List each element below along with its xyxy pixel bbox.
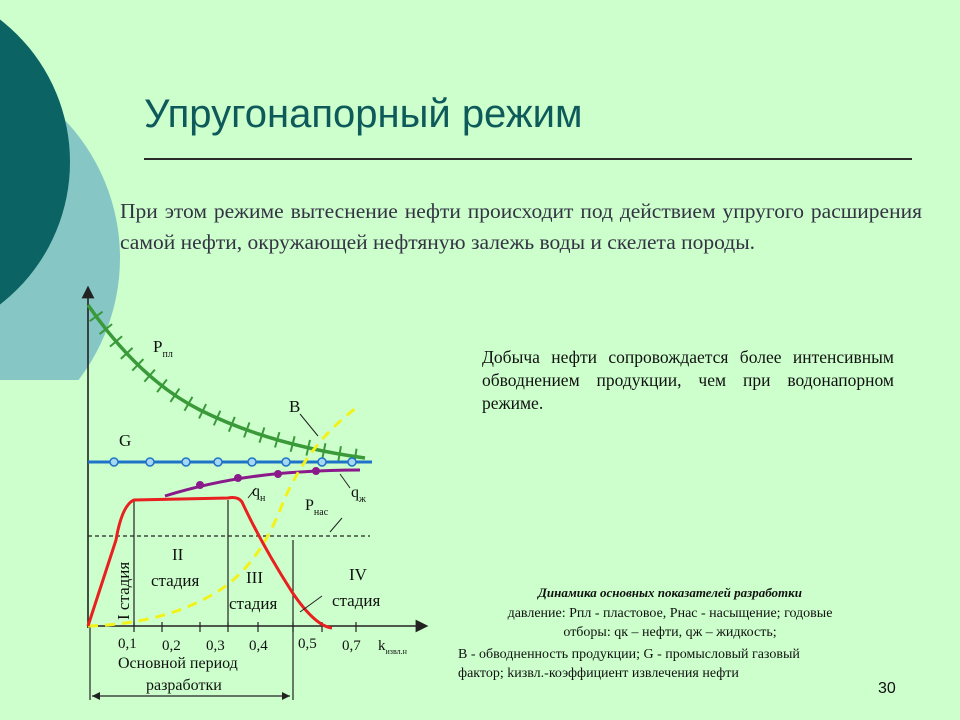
period-arrow-left-head xyxy=(92,692,100,700)
stage-2-line1: II xyxy=(172,545,184,564)
q-zh-leader xyxy=(340,474,350,488)
q-zh-marker xyxy=(196,481,204,489)
q-zh-marker xyxy=(234,474,242,482)
caption-title: Динамика основных показателей разработки xyxy=(538,585,802,600)
g-marker xyxy=(248,458,256,466)
g-marker xyxy=(146,458,154,466)
stage-4-line1: IV xyxy=(349,565,367,584)
g-marker xyxy=(318,458,326,466)
stage-3-line1: III xyxy=(246,568,263,587)
caption-line-1: давление: Рпл - пластовое, Рнас - насыщение; годовые xyxy=(507,606,833,621)
caption-line-4: фактор; kизвл.-коэффициент извлечения нефти xyxy=(458,666,739,681)
caption-line-2: отборы: qк – нефти, qж – жидкость; xyxy=(563,625,777,640)
x-tick-label: 0,1 xyxy=(118,636,137,652)
stage-3-line2: стадия xyxy=(229,594,278,613)
b-leader xyxy=(300,414,318,436)
slide-number: 30 xyxy=(878,680,896,697)
stage-2-line2: стадия xyxy=(151,571,200,590)
x-tick-label: 0,2 xyxy=(162,638,181,654)
p-pl-hatch xyxy=(338,446,341,462)
g-marker xyxy=(182,458,190,466)
q-n-label: $q_н$ xyxy=(252,483,266,504)
p-nas-label: $P_{нас}$ xyxy=(305,497,329,518)
q-zh-label: $q_ж$ xyxy=(351,484,366,505)
g-marker xyxy=(214,458,222,466)
note-paragraph: Добыча нефти сопровождается более интенсивным обводнением продукции, чем при водонапорном режиме. xyxy=(482,347,894,413)
period-label-line1: Основной период xyxy=(118,655,238,672)
g-label: G xyxy=(119,431,132,450)
x-tick-label: 0,5 xyxy=(298,636,317,652)
x-tick-label: 0,4 xyxy=(249,638,268,654)
b-label: B xyxy=(289,397,301,416)
intro-paragraph: При этом режиме вытеснение нефти происходит под действием упругого расширения самой нефти, окружающей нефтяную залежь воды и скелета породы. xyxy=(120,199,922,254)
caption-line-3: В - обводненность продукции; G - промысловый газовый xyxy=(458,647,800,662)
x-axis-label: $k_{извл.н}$ xyxy=(378,638,407,656)
x-tick-label: 0,3 xyxy=(206,638,225,654)
q-zh-marker xyxy=(312,467,320,475)
stage-4-line2: стадия xyxy=(332,591,381,610)
g-marker xyxy=(110,458,118,466)
g-marker xyxy=(282,458,290,466)
period-label-line2: разработки xyxy=(146,677,222,694)
slide-title: Упругонапорный режим xyxy=(144,92,583,136)
stage-1-label: I стадия xyxy=(114,561,133,620)
stage-3-leader xyxy=(300,596,322,612)
p-nas-leader xyxy=(330,518,342,532)
p-pl-label: $P_{пл}$ xyxy=(153,337,173,360)
q-zh-marker xyxy=(274,470,282,478)
x-tick-label: 0,7 xyxy=(342,638,361,654)
g-marker xyxy=(348,458,356,466)
period-arrow-right-head xyxy=(282,692,290,700)
